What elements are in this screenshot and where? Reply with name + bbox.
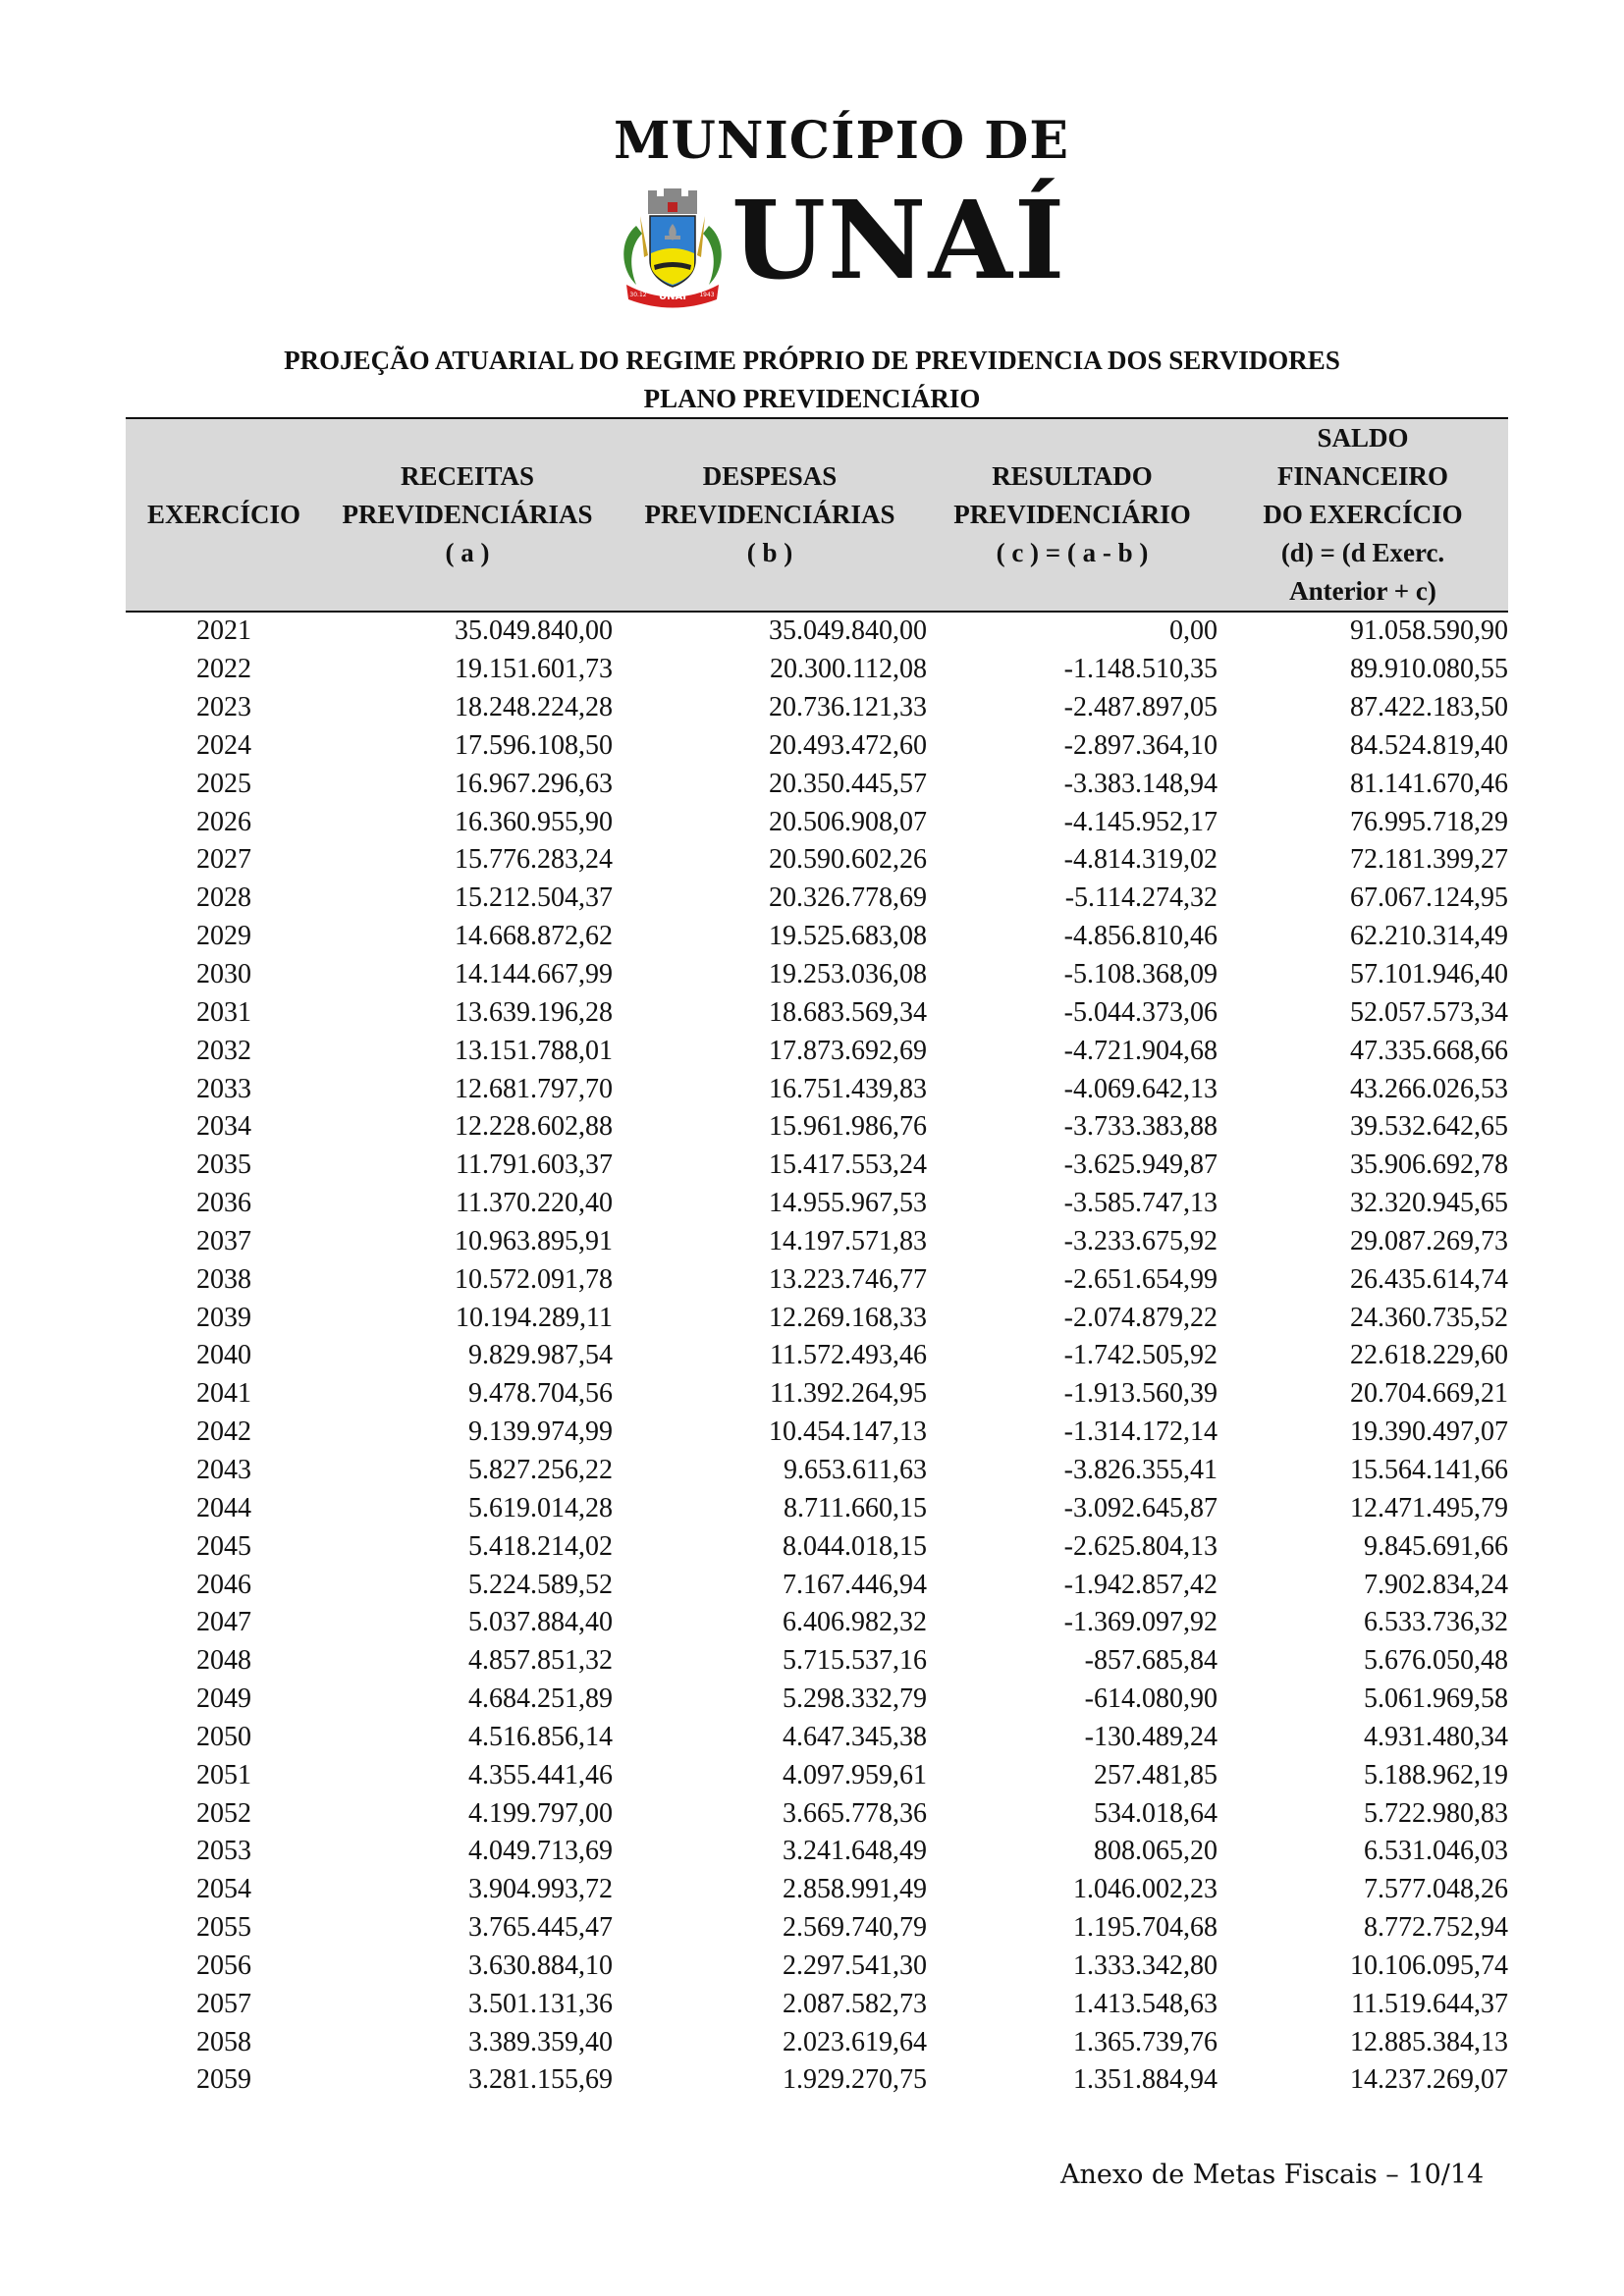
- receitas-cell: 5.037.884,40: [468, 1607, 613, 1638]
- table-row: [126, 1108, 1508, 1147]
- saldo-cell: 19.390.497,07: [1350, 1416, 1508, 1448]
- despesas-cell: 35.049.840,00: [769, 615, 927, 647]
- resultado-cell: 1.046.002,23: [1073, 1874, 1218, 1905]
- table-row: [126, 1794, 1508, 1833]
- despesas-cell: 20.506.908,07: [769, 806, 927, 837]
- resultado-cell: -3.233.675,92: [1063, 1225, 1218, 1256]
- receitas-cell: 10.194.289,11: [456, 1302, 613, 1333]
- year-cell: 2049: [196, 1683, 251, 1715]
- receitas-cell: 3.630.884,10: [468, 1949, 613, 1981]
- document-title: PROJEÇÃO ATUARIAL DO REGIME PRÓPRIO DE PREVIDENCIA DOS SERVIDORES: [284, 346, 1340, 375]
- saldo-cell: 5.676.050,48: [1364, 1645, 1508, 1677]
- receitas-cell: 10.572.091,78: [455, 1263, 613, 1295]
- saldo-cell: 15.564.141,66: [1350, 1454, 1508, 1485]
- table-row: [126, 1070, 1508, 1108]
- saldo-cell: 24.360.735,52: [1350, 1302, 1508, 1333]
- column-header-line: PREVIDENCIÁRIAS: [342, 500, 593, 529]
- year-cell: 2025: [196, 768, 251, 799]
- year-cell: 2035: [196, 1149, 251, 1181]
- table-row: [126, 727, 1508, 766]
- saldo-cell: 47.335.668,66: [1350, 1035, 1508, 1066]
- header-despesas: [613, 418, 927, 612]
- saldo-cell: 22.618.229,60: [1350, 1340, 1508, 1371]
- saldo-cell: 35.906.692,78: [1350, 1149, 1508, 1181]
- header-receitas: [322, 418, 613, 612]
- column-header-line: RECEITAS: [400, 461, 535, 491]
- despesas-cell: 5.298.332,79: [783, 1683, 927, 1715]
- column-header-line: ( c ) = ( a - b ): [996, 538, 1149, 567]
- receitas-cell: 4.857.851,32: [468, 1645, 613, 1677]
- despesas-cell: 1.929.270,75: [783, 2064, 927, 2096]
- resultado-cell: -2.487.897,05: [1063, 692, 1218, 723]
- saldo-cell: 39.532.642,65: [1350, 1111, 1508, 1143]
- actuarial-projection-table: [126, 417, 1508, 2100]
- resultado-cell: 1.333.342,80: [1073, 1949, 1218, 1981]
- despesas-cell: 19.253.036,08: [769, 959, 927, 990]
- column-header-line: RESULTADO: [992, 461, 1153, 491]
- column-header-line: EXERCÍCIO: [146, 500, 301, 529]
- receitas-cell: 10.963.895,91: [455, 1225, 613, 1256]
- despesas-cell: 10.454.147,13: [769, 1416, 927, 1448]
- resultado-cell: 808.065,20: [1094, 1836, 1218, 1867]
- saldo-cell: 81.141.670,46: [1350, 768, 1508, 799]
- year-cell: 2042: [196, 1416, 251, 1448]
- resultado-cell: -2.625.804,13: [1063, 1530, 1218, 1562]
- receitas-cell: 4.049.713,69: [468, 1836, 613, 1867]
- year-cell: 2048: [196, 1645, 251, 1677]
- saldo-cell: 43.266.026,53: [1350, 1073, 1508, 1104]
- resultado-cell: -2.651.654,99: [1063, 1263, 1218, 1295]
- year-cell: 2034: [196, 1111, 251, 1143]
- table-row: [126, 841, 1508, 880]
- table-row: [126, 651, 1508, 689]
- despesas-cell: 9.653.611,63: [784, 1454, 927, 1485]
- column-header-line: SALDO: [1317, 423, 1409, 453]
- receitas-cell: 4.516.856,14: [468, 1721, 613, 1752]
- year-cell: 2041: [196, 1378, 251, 1410]
- municipality-logo: [0, 108, 1624, 314]
- despesas-cell: 20.736.121,33: [769, 692, 927, 723]
- saldo-cell: 29.087.269,73: [1350, 1225, 1508, 1256]
- column-header-line: DO EXERCÍCIO: [1263, 500, 1463, 529]
- resultado-cell: -3.383.148,94: [1063, 768, 1218, 799]
- table-body: [126, 612, 1508, 2100]
- table-row: [126, 1948, 1508, 1986]
- table-row: [126, 689, 1508, 727]
- year-cell: 2045: [196, 1530, 251, 1562]
- table-row: [126, 1718, 1508, 1756]
- despesas-cell: 13.223.746,77: [769, 1263, 927, 1295]
- receitas-cell: 16.360.955,90: [455, 806, 613, 837]
- saldo-cell: 72.181.399,27: [1350, 844, 1508, 876]
- receitas-cell: 18.248.224,28: [455, 692, 613, 723]
- document-subtitle: PLANO PREVIDENCIÁRIO: [643, 384, 981, 413]
- saldo-cell: 12.471.495,79: [1350, 1492, 1508, 1523]
- receitas-cell: 3.765.445,47: [468, 1912, 613, 1944]
- resultado-cell: 257.481,85: [1094, 1759, 1218, 1790]
- saldo-cell: 62.210.314,49: [1350, 921, 1508, 952]
- table-row: [126, 1833, 1508, 1871]
- resultado-cell: -130.489,24: [1084, 1721, 1218, 1752]
- receitas-cell: 11.370.220,40: [456, 1188, 613, 1219]
- despesas-cell: 12.269.168,33: [769, 1302, 927, 1333]
- resultado-cell: -5.044.373,06: [1063, 996, 1218, 1028]
- table-row: [126, 1642, 1508, 1681]
- saldo-cell: 57.101.946,40: [1350, 959, 1508, 990]
- saldo-cell: 6.531.046,03: [1364, 1836, 1508, 1867]
- receitas-cell: 3.501.131,36: [468, 1988, 613, 2019]
- receitas-cell: 13.151.788,01: [455, 1035, 613, 1066]
- resultado-cell: 534.018,64: [1094, 1797, 1218, 1829]
- despesas-cell: 6.406.982,32: [783, 1607, 927, 1638]
- saldo-cell: 26.435.614,74: [1350, 1263, 1508, 1295]
- despesas-cell: 20.493.472,60: [769, 729, 927, 761]
- despesas-cell: 3.665.778,36: [783, 1797, 927, 1829]
- column-header-line: FINANCEIRO: [1276, 461, 1448, 491]
- despesas-cell: 16.751.439,83: [769, 1073, 927, 1104]
- saldo-cell: 5.722.980,83: [1364, 1797, 1508, 1829]
- resultado-cell: -1.148.510,35: [1063, 654, 1218, 685]
- table-row: [126, 1375, 1508, 1414]
- receitas-cell: 5.619.014,28: [468, 1492, 613, 1523]
- saldo-cell: 8.772.752,94: [1364, 1912, 1508, 1944]
- table-row: [126, 765, 1508, 803]
- table-row: [126, 918, 1508, 956]
- resultado-cell: -857.685,84: [1084, 1645, 1218, 1677]
- despesas-cell: 15.417.553,24: [769, 1149, 927, 1181]
- receitas-cell: 3.904.993,72: [468, 1874, 613, 1905]
- resultado-cell: -3.733.383,88: [1063, 1111, 1218, 1143]
- year-cell: 2033: [196, 1073, 251, 1104]
- saldo-cell: 76.995.718,29: [1350, 806, 1508, 837]
- despesas-cell: 2.858.991,49: [783, 1874, 927, 1905]
- year-cell: 2059: [196, 2064, 251, 2096]
- despesas-cell: 18.683.569,34: [769, 996, 927, 1028]
- receitas-cell: 4.355.441,46: [468, 1759, 613, 1790]
- column-header-line: ( b ): [746, 538, 793, 567]
- year-cell: 2036: [196, 1188, 251, 1219]
- resultado-cell: -2.897.364,10: [1063, 729, 1218, 761]
- page-footer: Anexo de Metas Fiscais – 10/14: [1060, 2160, 1485, 2190]
- receitas-cell: 12.228.602,88: [455, 1111, 613, 1143]
- receitas-cell: 13.639.196,28: [455, 996, 613, 1028]
- receitas-cell: 4.199.797,00: [468, 1797, 613, 1829]
- receitas-cell: 15.212.504,37: [455, 882, 613, 914]
- coat-of-arms-icon: [619, 187, 727, 309]
- year-cell: 2021: [196, 615, 251, 647]
- despesas-cell: 4.097.959,61: [783, 1759, 927, 1790]
- despesas-cell: 8.044.018,15: [783, 1530, 927, 1562]
- despesas-cell: 20.326.778,69: [769, 882, 927, 914]
- resultado-cell: -614.080,90: [1084, 1683, 1218, 1715]
- table-row: [126, 1223, 1508, 1261]
- year-cell: 2053: [196, 1836, 251, 1867]
- column-header-line: PREVIDENCIÁRIO: [953, 500, 1191, 529]
- saldo-cell: 84.524.819,40: [1350, 729, 1508, 761]
- year-cell: 2044: [196, 1492, 251, 1523]
- year-cell: 2057: [196, 1988, 251, 2019]
- crest-date-right: 1943: [699, 292, 715, 298]
- table-header-row: [126, 418, 1508, 612]
- year-cell: 2038: [196, 1263, 251, 1295]
- year-cell: 2058: [196, 2026, 251, 2057]
- table-row: [126, 1147, 1508, 1185]
- saldo-cell: 6.533.736,32: [1364, 1607, 1508, 1638]
- receitas-cell: 19.151.601,73: [455, 654, 613, 685]
- despesas-cell: 7.167.446,94: [783, 1569, 927, 1600]
- column-header-line: (d) = (d Exerc.: [1280, 538, 1445, 567]
- despesas-cell: 4.647.345,38: [783, 1721, 927, 1752]
- receitas-cell: 35.049.840,00: [455, 615, 613, 647]
- table-row: [126, 1452, 1508, 1490]
- year-cell: 2027: [196, 844, 251, 876]
- year-cell: 2052: [196, 1797, 251, 1829]
- table-row: [126, 612, 1508, 651]
- saldo-cell: 4.931.480,34: [1364, 1721, 1508, 1752]
- column-header-line: DESPESAS: [702, 461, 838, 491]
- resultado-cell: 1.413.548,63: [1073, 1988, 1218, 2019]
- table-row: [126, 1566, 1508, 1604]
- resultado-cell: -4.069.642,13: [1063, 1073, 1218, 1104]
- table-row: [126, 1260, 1508, 1299]
- resultado-cell: -1.913.560,39: [1063, 1378, 1218, 1410]
- despesas-cell: 3.241.648,49: [783, 1836, 927, 1867]
- saldo-cell: 52.057.573,34: [1350, 996, 1508, 1028]
- saldo-cell: 89.910.080,55: [1350, 654, 1508, 685]
- resultado-cell: -1.369.097,92: [1063, 1607, 1218, 1638]
- saldo-cell: 5.061.969,58: [1364, 1683, 1508, 1715]
- table-row: [126, 1909, 1508, 1948]
- saldo-cell: 20.704.669,21: [1350, 1378, 1508, 1410]
- despesas-cell: 20.300.112,08: [770, 654, 927, 685]
- resultado-cell: -3.092.645,87: [1063, 1492, 1218, 1523]
- receitas-cell: 4.684.251,89: [468, 1683, 613, 1715]
- table-row: [126, 1871, 1508, 1909]
- year-cell: 2031: [196, 996, 251, 1028]
- despesas-cell: 14.197.571,83: [769, 1225, 927, 1256]
- year-cell: 2039: [196, 1302, 251, 1333]
- saldo-cell: 7.902.834,24: [1364, 1569, 1508, 1600]
- table-row: [126, 1756, 1508, 1794]
- resultado-cell: -1.942.857,42: [1063, 1569, 1218, 1600]
- resultado-cell: -1.742.505,92: [1063, 1340, 1218, 1371]
- table-row: [126, 880, 1508, 918]
- saldo-cell: 11.519.644,37: [1351, 1988, 1508, 2019]
- column-header-line: Anterior + c): [1289, 576, 1436, 606]
- receitas-cell: 11.791.603,37: [456, 1149, 613, 1181]
- crest-date-left: 30.12: [629, 292, 647, 298]
- saldo-cell: 7.577.048,26: [1364, 1874, 1508, 1905]
- year-cell: 2051: [196, 1759, 251, 1790]
- year-cell: 2028: [196, 882, 251, 914]
- despesas-cell: 2.023.619,64: [783, 2026, 927, 2057]
- saldo-cell: 87.422.183,50: [1350, 692, 1508, 723]
- year-cell: 2043: [196, 1454, 251, 1485]
- receitas-cell: 16.967.296,63: [455, 768, 613, 799]
- saldo-cell: 32.320.945,65: [1350, 1188, 1508, 1219]
- table-row: [126, 2061, 1508, 2100]
- despesas-cell: 11.392.264,95: [770, 1378, 927, 1410]
- table-row: [126, 993, 1508, 1032]
- table-row: [126, 1604, 1508, 1642]
- saldo-cell: 91.058.590,90: [1350, 615, 1508, 647]
- table-row: [126, 2023, 1508, 2061]
- receitas-cell: 9.829.987,54: [468, 1340, 613, 1371]
- despesas-cell: 2.297.541,30: [783, 1949, 927, 1981]
- crest-ribbon-text: UNAÍ: [659, 292, 686, 302]
- year-cell: 2030: [196, 959, 251, 990]
- resultado-cell: 1.195.704,68: [1073, 1912, 1218, 1944]
- resultado-cell: 1.351.884,94: [1073, 2064, 1218, 2096]
- receitas-cell: 5.224.589,52: [468, 1569, 613, 1600]
- resultado-cell: -4.814.319,02: [1063, 844, 1218, 876]
- year-cell: 2029: [196, 921, 251, 952]
- saldo-cell: 14.237.269,07: [1350, 2064, 1508, 2096]
- saldo-cell: 9.845.691,66: [1364, 1530, 1508, 1562]
- receitas-cell: 3.281.155,69: [468, 2064, 613, 2096]
- table-row: [126, 1985, 1508, 2023]
- year-cell: 2055: [196, 1912, 251, 1944]
- despesas-cell: 20.590.602,26: [769, 844, 927, 876]
- receitas-cell: 12.681.797,70: [455, 1073, 613, 1104]
- despesas-cell: 17.873.692,69: [769, 1035, 927, 1066]
- table-row: [126, 1299, 1508, 1337]
- year-cell: 2047: [196, 1607, 251, 1638]
- year-cell: 2054: [196, 1874, 251, 1905]
- despesas-cell: 19.525.683,08: [769, 921, 927, 952]
- resultado-cell: -1.314.172,14: [1063, 1416, 1218, 1448]
- resultado-cell: -4.721.904,68: [1063, 1035, 1218, 1066]
- year-cell: 2040: [196, 1340, 251, 1371]
- table-row: [126, 1489, 1508, 1527]
- receitas-cell: 17.596.108,50: [455, 729, 613, 761]
- despesas-cell: 2.087.582,73: [783, 1988, 927, 2019]
- despesas-cell: 20.350.445,57: [769, 768, 927, 799]
- table-row: [126, 1681, 1508, 1719]
- year-cell: 2024: [196, 729, 251, 761]
- resultado-cell: -3.826.355,41: [1063, 1454, 1218, 1485]
- year-cell: 2023: [196, 692, 251, 723]
- receitas-cell: 5.418.214,02: [468, 1530, 613, 1562]
- table-row: [126, 1527, 1508, 1566]
- resultado-cell: -3.625.949,87: [1063, 1149, 1218, 1181]
- despesas-cell: 15.961.986,76: [769, 1111, 927, 1143]
- year-cell: 2056: [196, 1949, 251, 1981]
- receitas-cell: 3.389.359,40: [468, 2026, 613, 2057]
- receitas-cell: 9.478.704,56: [468, 1378, 613, 1410]
- table-row: [126, 1185, 1508, 1223]
- despesas-cell: 11.572.493,46: [770, 1340, 927, 1371]
- year-cell: 2026: [196, 806, 251, 837]
- saldo-cell: 12.885.384,13: [1350, 2026, 1508, 2057]
- saldo-cell: 5.188.962,19: [1364, 1759, 1508, 1790]
- table-row: [126, 1337, 1508, 1375]
- resultado-cell: -3.585.747,13: [1063, 1188, 1218, 1219]
- resultado-cell: -2.074.879,22: [1063, 1302, 1218, 1333]
- resultado-cell: -5.114.274,32: [1064, 882, 1218, 914]
- receitas-cell: 14.144.667,99: [455, 959, 613, 990]
- year-cell: 2037: [196, 1225, 251, 1256]
- resultado-cell: -4.145.952,17: [1063, 806, 1218, 837]
- despesas-cell: 5.715.537,16: [783, 1645, 927, 1677]
- resultado-cell: 1.365.739,76: [1073, 2026, 1218, 2057]
- logo-text-municipio-de: MUNICÍPIO DE: [614, 111, 1070, 171]
- table-row: [126, 956, 1508, 994]
- receitas-cell: 9.139.974,99: [468, 1416, 613, 1448]
- logo-text-unai: UNAÍ: [731, 177, 1067, 303]
- despesas-cell: 2.569.740,79: [783, 1912, 927, 1944]
- year-cell: 2046: [196, 1569, 251, 1600]
- despesas-cell: 8.711.660,15: [784, 1492, 927, 1523]
- resultado-cell: -5.108.368,09: [1063, 959, 1218, 990]
- saldo-cell: 67.067.124,95: [1350, 882, 1508, 914]
- saldo-cell: 10.106.095,74: [1350, 1949, 1508, 1981]
- table-row: [126, 1414, 1508, 1452]
- resultado-cell: -4.856.810,46: [1063, 921, 1218, 952]
- receitas-cell: 14.668.872,62: [455, 921, 613, 952]
- table-row: [126, 803, 1508, 841]
- despesas-cell: 14.955.967,53: [769, 1188, 927, 1219]
- resultado-cell: 0,00: [1169, 615, 1218, 647]
- header-saldo: [1218, 418, 1508, 612]
- year-cell: 2032: [196, 1035, 251, 1066]
- header-exercicio: [126, 418, 322, 612]
- year-cell: 2050: [196, 1721, 251, 1752]
- receitas-cell: 15.776.283,24: [455, 844, 613, 876]
- header-resultado: [927, 418, 1218, 612]
- column-header-line: ( a ): [445, 538, 490, 567]
- column-header-line: PREVIDENCIÁRIAS: [644, 500, 895, 529]
- receitas-cell: 5.827.256,22: [468, 1454, 613, 1485]
- table-row: [126, 1032, 1508, 1070]
- year-cell: 2022: [196, 654, 251, 685]
